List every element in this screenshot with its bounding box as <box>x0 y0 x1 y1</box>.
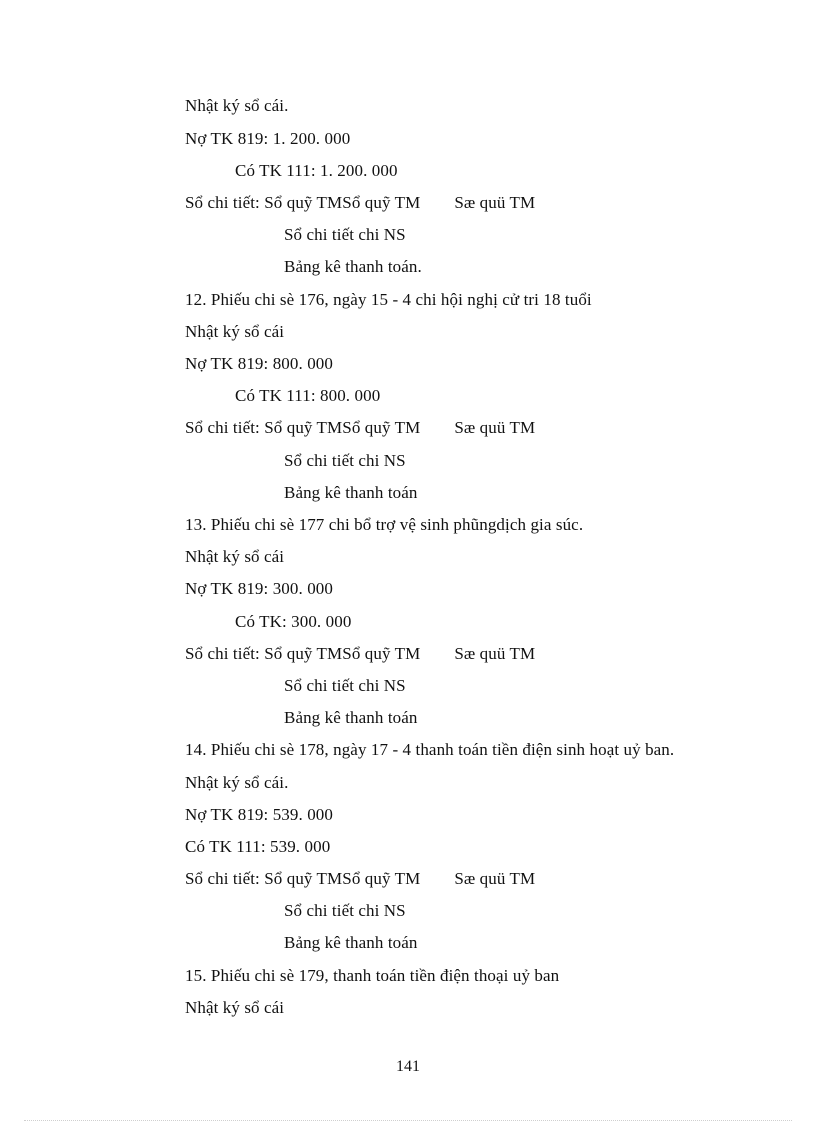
text-line: Có TK 111: 800. 000 <box>235 386 381 405</box>
text-line: Nhật ký sổ cái. <box>185 773 289 792</box>
text-line: Bảng kê thanh toán. <box>284 257 422 276</box>
text-line: Nhật ký sổ cái <box>185 547 285 566</box>
text-line: Bảng kê thanh toán <box>284 933 418 952</box>
section-heading: 15. Phiếu chi sè 179, thanh toán tiền điện thoại uỷ ban <box>185 966 560 985</box>
text-line: Sổ chi tiết chi NS <box>284 676 406 695</box>
text-line: Có TK 111: 1. 200. 000 <box>235 161 398 180</box>
section-heading: 12. Phiếu chi sè 176, ngày 15 - 4 chi hội nghị cử tri 18 tuổi <box>185 290 592 309</box>
text-segment: Sổ chi tiết: Sổ quỹ TMSổ quỹ TM <box>185 193 421 212</box>
text-segment: Sæ quü TM <box>454 869 536 888</box>
text-line: Bảng kê thanh toán <box>284 483 418 502</box>
text-segment: Sổ chi tiết: Sổ quỹ TMSổ quỹ TM <box>185 418 421 437</box>
footer-divider <box>24 1120 792 1121</box>
text-line: Bảng kê thanh toán <box>284 708 418 727</box>
text-line: Sổ chi tiết chi NS <box>284 225 406 244</box>
detail-ledger-line <box>185 418 535 438</box>
section-heading: 14. Phiếu chi sè 178, ngày 17 - 4 thanh toán tiền điện sinh hoạt uỷ ban. <box>185 740 675 759</box>
detail-ledger-line <box>185 644 535 664</box>
text-line: Nhật ký sổ cái <box>185 998 285 1017</box>
text-line: Sổ chi tiết chi NS <box>284 901 406 920</box>
text-line: Nhật ký sổ cái. <box>185 96 289 115</box>
detail-ledger-line <box>185 193 535 213</box>
text-line: Sổ chi tiết chi NS <box>284 451 406 470</box>
text-segment: Sæ quü TM <box>454 418 536 437</box>
section-heading: 13. Phiếu chi sè 177 chi bổ trợ vệ sinh phũngdịch gia súc. <box>185 515 584 534</box>
text-segment: Sæ quü TM <box>454 644 536 663</box>
text-segment: Sæ quü TM <box>454 193 536 212</box>
detail-ledger-line <box>185 869 535 889</box>
text-segment: Sổ chi tiết: Sổ quỹ TMSổ quỹ TM <box>185 869 421 888</box>
text-line: Nợ TK 819: 800. 000 <box>185 354 333 373</box>
text-line: Nợ TK 819: 1. 200. 000 <box>185 129 351 148</box>
text-line: Nợ TK 819: 300. 000 <box>185 579 333 598</box>
text-line: Có TK: 300. 000 <box>235 612 352 631</box>
text-line: Có TK 111: 539. 000 <box>185 837 331 856</box>
text-segment: Sổ chi tiết: Sổ quỹ TMSổ quỹ TM <box>185 644 421 663</box>
text-line: Nợ TK 819: 539. 000 <box>185 805 333 824</box>
page-number: 141 <box>396 1058 420 1075</box>
text-line: Nhật ký sổ cái <box>185 322 285 341</box>
